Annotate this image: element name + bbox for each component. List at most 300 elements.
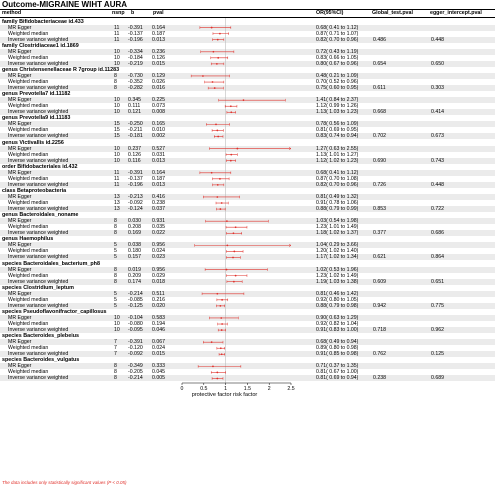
- or-cell: 0.90( 0.63 to 1.29): [316, 314, 359, 321]
- or-cell: 0.81( 0.46 to 1.42): [316, 290, 359, 297]
- group-label: genus Bacteroidales_noname: [2, 212, 79, 219]
- or-cell: 0.68( 0.41 to 1.12): [316, 24, 359, 31]
- egger-pval-cell: 0.775: [431, 302, 444, 309]
- pval-cell: 0.023: [152, 254, 165, 261]
- point-estimate: [221, 353, 223, 355]
- point-estimate: [221, 323, 223, 325]
- b-cell: -0.124: [128, 206, 143, 213]
- egger-pval-cell: 0.448: [431, 181, 444, 188]
- nsnp-cell: 8: [114, 278, 117, 285]
- b-cell: -0.282: [128, 85, 143, 92]
- pval-cell: 0.527: [152, 145, 165, 152]
- nsnp-cell: 10: [114, 327, 120, 334]
- b-cell: 0.180: [128, 248, 141, 255]
- nsnp-cell: 8: [114, 230, 117, 237]
- b-cell: -0.730: [128, 72, 143, 79]
- or-cell: 1.02( 0.53 to 1.96): [316, 266, 359, 273]
- or-cell: 1.20( 1.02 to 1.40): [316, 248, 359, 255]
- pval-cell: 0.194: [152, 321, 165, 327]
- pval-cell: 0.026: [152, 79, 165, 85]
- method-cell: MR Egger: [8, 242, 32, 249]
- method-cell: Weighted median: [8, 224, 49, 231]
- or-cell: 1.17( 1.02 to 1.34): [316, 254, 359, 261]
- pval-cell: 0.013: [152, 157, 165, 164]
- group-label: family Bifidobacteriaceae id.433: [2, 18, 84, 25]
- pval-cell: 0.016: [152, 85, 165, 92]
- nsnp-cell: 8: [114, 375, 117, 382]
- point-estimate: [230, 160, 232, 162]
- global-pval-cell: 0.718: [373, 327, 386, 334]
- nsnp-cell: 5: [114, 254, 117, 261]
- pval-cell: 0.165: [152, 121, 165, 128]
- method-cell: Inverse variance weighted: [8, 85, 69, 92]
- group-label: species Clostridium_leptum: [2, 284, 74, 291]
- x-tick-label: 2.5: [287, 386, 295, 392]
- pval-cell: 0.126: [152, 54, 165, 61]
- nsnp-cell: 11: [114, 36, 120, 43]
- method-cell: Weighted median: [8, 175, 49, 182]
- point-estimate: [233, 232, 235, 234]
- egger-pval-cell: 0.686: [431, 230, 444, 237]
- global-pval-cell: 0.377: [373, 230, 386, 237]
- pval-cell: 0.029: [152, 272, 165, 279]
- method-cell: Weighted median: [8, 151, 49, 158]
- header-b: b: [131, 10, 135, 16]
- global-pval-cell: 0.486: [373, 36, 386, 43]
- or-cell: 1.27( 0.63 to 2.55): [316, 145, 359, 152]
- pval-cell: 0.037: [152, 206, 165, 213]
- method-cell: Weighted median: [8, 272, 49, 279]
- pval-cell: 0.164: [152, 24, 165, 31]
- nsnp-cell: 15: [114, 133, 120, 140]
- nsnp-cell: 10: [114, 109, 120, 116]
- nsnp-cell: 8: [114, 363, 117, 370]
- pval-cell: 0.031: [152, 151, 165, 158]
- or-cell: 0.91( 0.83 to 1.00): [316, 327, 359, 334]
- pval-cell: 0.035: [152, 224, 165, 231]
- group-label: genus Victivallis id.2256: [2, 139, 64, 146]
- global-pval-cell: 0.238: [373, 375, 386, 382]
- point-estimate: [215, 123, 217, 125]
- pval-cell: 0.005: [152, 375, 165, 382]
- b-cell: 0.208: [128, 224, 141, 231]
- point-estimate: [212, 81, 214, 83]
- b-cell: -0.095: [128, 327, 143, 334]
- pval-cell: 0.022: [152, 230, 165, 237]
- pval-cell: 0.511: [152, 290, 165, 297]
- or-cell: 0.83( 0.66 to 1.05): [316, 54, 359, 61]
- group-label: species Bacteroides_plebeius: [2, 333, 80, 340]
- pval-cell: 0.024: [152, 248, 165, 255]
- point-estimate: [236, 148, 238, 150]
- point-estimate: [216, 378, 218, 380]
- point-estimate: [221, 329, 223, 331]
- method-cell: Inverse variance weighted: [8, 278, 69, 285]
- method-cell: Inverse variance weighted: [8, 327, 69, 334]
- method-cell: Weighted median: [8, 79, 49, 85]
- or-cell: 0.78( 0.56 to 1.09): [316, 121, 359, 128]
- nsnp-cell: 10: [114, 151, 120, 158]
- x-tick-label: 1.5: [243, 386, 252, 392]
- egger-pval-cell: 0.448: [431, 36, 444, 43]
- b-cell: -0.120: [128, 345, 143, 352]
- b-cell: 0.030: [128, 218, 141, 225]
- pval-cell: 0.046: [152, 327, 165, 334]
- pval-cell: 0.236: [152, 48, 165, 55]
- or-cell: 1.12( 1.02 to 1.23): [316, 157, 359, 164]
- or-cell: 0.92( 0.80 to 1.05): [316, 296, 359, 303]
- pval-cell: 0.931: [152, 218, 165, 225]
- or-cell: 1.13( 1.01 to 1.27): [316, 151, 359, 158]
- b-cell: -0.125: [128, 302, 143, 309]
- method-cell: MR Egger: [8, 218, 32, 225]
- egger-pval-cell: 0.673: [431, 133, 444, 140]
- or-cell: 0.82( 0.70 to 0.96): [316, 181, 359, 188]
- egger-pval-cell: 0.689: [431, 375, 444, 382]
- nsnp-cell: 10: [114, 314, 120, 321]
- global-pval-cell: 0.611: [373, 85, 386, 92]
- global-pval-cell: 0.942: [373, 302, 386, 309]
- pval-cell: 0.238: [152, 200, 165, 206]
- or-cell: 0.72( 0.43 to 1.19): [316, 48, 359, 55]
- point-estimate: [233, 281, 235, 283]
- b-cell: -0.391: [128, 24, 143, 31]
- method-cell: Inverse variance weighted: [8, 109, 69, 116]
- method-cell: Inverse variance weighted: [8, 181, 69, 188]
- or-cell: 0.81( 0.69 to 0.95): [316, 127, 359, 134]
- egger-pval-cell: 0.743: [431, 157, 444, 164]
- pval-cell: 0.067: [152, 339, 165, 346]
- point-estimate: [230, 105, 232, 107]
- method-cell: Weighted median: [8, 296, 49, 303]
- b-cell: -0.092: [128, 200, 143, 206]
- pval-cell: 0.187: [152, 30, 165, 37]
- nsnp-cell: 7: [114, 345, 117, 352]
- method-cell: Inverse variance weighted: [8, 375, 69, 382]
- x-tick-label: 1: [224, 386, 228, 392]
- header-global-test: Global_test.pval: [372, 10, 413, 16]
- nsnp-cell: 7: [114, 339, 117, 346]
- point-estimate: [243, 99, 245, 101]
- global-pval-cell: 0.668: [373, 109, 386, 116]
- global-pval-cell: 0.853: [373, 206, 386, 213]
- egger-pval-cell: 0.125: [431, 351, 444, 358]
- group-label: genus Christensenellaceae R 7group id.11283: [2, 66, 120, 73]
- b-cell: 0.174: [128, 278, 141, 285]
- pval-cell: 0.013: [152, 36, 165, 43]
- nsnp-cell: 13: [114, 206, 120, 213]
- b-cell: -0.334: [128, 48, 143, 55]
- point-estimate: [212, 51, 214, 53]
- nsnp-cell: 10: [114, 145, 120, 152]
- header-or: OR(95%CI): [316, 10, 344, 16]
- or-cell: 0.68( 0.49 to 0.94): [316, 339, 359, 346]
- or-cell: 0.87( 0.70 to 1.08): [316, 175, 359, 182]
- nsnp-cell: 11: [114, 169, 120, 176]
- axis-caption: protective factor risk factor: [191, 392, 258, 398]
- point-estimate: [226, 220, 228, 222]
- method-cell: Weighted median: [8, 369, 49, 376]
- nsnp-cell: 5: [114, 290, 117, 297]
- nsnp-cell: 10: [114, 321, 120, 327]
- or-cell: 0.82( 0.70 to 0.96): [316, 36, 359, 43]
- pval-cell: 0.956: [152, 266, 165, 273]
- b-cell: -0.137: [128, 30, 143, 37]
- method-cell: MR Egger: [8, 290, 32, 297]
- point-estimate: [216, 293, 218, 295]
- point-estimate: [217, 39, 219, 41]
- egger-pval-cell: 0.303: [431, 85, 444, 92]
- b-cell: -0.214: [128, 290, 143, 297]
- b-cell: 0.126: [128, 151, 141, 158]
- method-cell: Weighted median: [8, 54, 49, 61]
- nsnp-cell: 13: [114, 200, 120, 206]
- group-label: species Bacteroides_vulgatus: [2, 357, 80, 364]
- point-estimate: [202, 75, 204, 77]
- global-pval-cell: 0.702: [373, 133, 386, 140]
- method-cell: Inverse variance weighted: [8, 60, 69, 67]
- b-cell: -0.085: [128, 296, 143, 303]
- egger-pval-cell: 0.414: [431, 109, 444, 116]
- pval-cell: 0.013: [152, 181, 165, 188]
- pval-cell: 0.187: [152, 175, 165, 182]
- or-cell: 1.23( 1.02 to 1.49): [316, 272, 359, 279]
- pval-cell: 0.024: [152, 345, 165, 352]
- b-cell: -0.205: [128, 369, 143, 376]
- nsnp-cell: 8: [114, 72, 117, 79]
- b-cell: -0.219: [128, 60, 143, 67]
- or-cell: 0.71( 0.37 to 1.35): [316, 363, 359, 370]
- nsnp-cell: 5: [114, 296, 117, 303]
- nsnp-cell: 10: [114, 60, 120, 67]
- pval-cell: 0.583: [152, 314, 165, 321]
- pval-cell: 0.015: [152, 60, 165, 67]
- point-estimate: [233, 251, 235, 253]
- nsnp-cell: 13: [114, 193, 120, 200]
- method-cell: MR Egger: [8, 97, 32, 104]
- or-cell: 0.91( 0.78 to 1.06): [316, 200, 359, 206]
- method-cell: Inverse variance weighted: [8, 351, 69, 358]
- method-cell: Weighted median: [8, 200, 49, 206]
- x-tick-label: 0.5: [200, 386, 208, 392]
- global-pval-cell: 0.726: [373, 181, 386, 188]
- point-estimate: [220, 317, 222, 319]
- pval-cell: 0.002: [152, 133, 165, 140]
- header-egger-intercept: egger_intercept.pval: [430, 10, 482, 16]
- group-label: family Clostridiaceae1 id.1869: [2, 42, 79, 49]
- b-cell: 0.169: [128, 230, 141, 237]
- pval-cell: 0.416: [152, 193, 165, 200]
- method-cell: Inverse variance weighted: [8, 133, 69, 140]
- nsnp-cell: 10: [114, 157, 120, 164]
- method-cell: MR Egger: [8, 339, 32, 346]
- method-cell: MR Egger: [8, 314, 32, 321]
- method-cell: Inverse variance weighted: [8, 157, 69, 164]
- or-cell: 1.41( 0.84 to 2.37): [316, 97, 359, 104]
- method-cell: Inverse variance weighted: [8, 206, 69, 213]
- or-cell: 0.83( 0.74 to 0.94): [316, 133, 359, 140]
- nsnp-cell: 10: [114, 103, 120, 110]
- or-cell: 0.88( 0.79 to 0.99): [316, 206, 359, 213]
- b-cell: -0.181: [128, 133, 143, 140]
- global-pval-cell: 0.654: [373, 60, 386, 67]
- point-estimate: [221, 202, 223, 204]
- point-estimate: [214, 87, 216, 89]
- header-nsnp: nsnp: [112, 10, 125, 16]
- method-cell: Weighted median: [8, 248, 49, 255]
- method-cell: MR Egger: [8, 169, 32, 176]
- point-estimate: [217, 184, 219, 186]
- point-estimate: [219, 305, 221, 307]
- nsnp-cell: 10: [114, 97, 120, 104]
- or-cell: 1.04( 0.29 to 3.66): [316, 242, 359, 249]
- global-pval-cell: 0.762: [373, 351, 386, 358]
- group-label: class Betaproteobacteria: [2, 187, 67, 194]
- b-cell: -0.137: [128, 175, 143, 182]
- nsnp-cell: 8: [114, 369, 117, 376]
- nsnp-cell: 10: [114, 48, 120, 55]
- or-cell: 0.48( 0.21 to 1.09): [316, 72, 359, 79]
- nsnp-cell: 5: [114, 302, 117, 309]
- point-estimate: [230, 111, 232, 113]
- b-cell: 0.157: [128, 254, 141, 261]
- method-cell: MR Egger: [8, 24, 32, 31]
- nsnp-cell: 10: [114, 54, 120, 61]
- egger-pval-cell: 0.651: [431, 278, 444, 285]
- method-cell: MR Egger: [8, 72, 32, 79]
- nsnp-cell: 8: [114, 79, 117, 85]
- group-label: genus Prevotella9 id.11183: [2, 115, 71, 122]
- or-cell: 0.89( 0.80 to 0.98): [316, 345, 359, 352]
- header-pval: pval: [153, 10, 164, 16]
- method-cell: Weighted median: [8, 321, 49, 327]
- point-estimate: [219, 208, 221, 210]
- nsnp-cell: 5: [114, 242, 117, 249]
- pval-cell: 0.164: [152, 169, 165, 176]
- method-cell: Inverse variance weighted: [8, 254, 69, 261]
- x-tick-label: 2: [267, 386, 271, 392]
- nsnp-cell: 11: [114, 175, 120, 182]
- footnote: The data includes only statistically significant values (P < 0.05): [2, 480, 127, 485]
- b-cell: 0.111: [128, 103, 141, 110]
- point-estimate: [217, 57, 219, 59]
- b-cell: -0.104: [128, 314, 143, 321]
- pval-cell: 0.045: [152, 369, 165, 376]
- or-cell: 0.75( 0.60 to 0.95): [316, 85, 359, 92]
- point-estimate: [211, 27, 213, 29]
- b-cell: -0.214: [128, 375, 143, 382]
- or-cell: 0.88( 0.79 to 0.98): [316, 302, 359, 309]
- point-estimate: [211, 172, 213, 174]
- nsnp-cell: 8: [114, 272, 117, 279]
- method-cell: MR Egger: [8, 48, 32, 55]
- b-cell: -0.391: [128, 169, 143, 176]
- nsnp-cell: 8: [114, 218, 117, 225]
- nsnp-cell: 5: [114, 248, 117, 255]
- point-estimate: [219, 33, 221, 35]
- b-cell: -0.080: [128, 321, 143, 327]
- point-estimate: [220, 347, 222, 349]
- method-cell: MR Egger: [8, 193, 32, 200]
- pval-cell: 0.333: [152, 363, 165, 370]
- method-cell: Weighted median: [8, 103, 49, 110]
- global-pval-cell: 0.609: [373, 278, 386, 285]
- point-estimate: [232, 257, 234, 259]
- method-cell: Weighted median: [8, 30, 49, 37]
- point-estimate: [216, 196, 218, 198]
- pval-cell: 0.956: [152, 242, 165, 249]
- pval-cell: 0.015: [152, 351, 165, 358]
- b-cell: -0.352: [128, 79, 143, 85]
- method-cell: MR Egger: [8, 363, 32, 370]
- point-estimate: [217, 136, 219, 138]
- point-estimate: [216, 130, 218, 132]
- point-estimate: [216, 63, 218, 65]
- method-cell: Inverse variance weighted: [8, 36, 69, 43]
- group-label: species Bacteroidales_bacterium_ph8: [2, 260, 100, 267]
- or-cell: 1.23( 1.01 to 1.49): [316, 224, 359, 231]
- nsnp-cell: 11: [114, 181, 120, 188]
- or-cell: 0.87( 0.71 to 1.07): [316, 30, 359, 37]
- x-tick-label: 0: [180, 386, 184, 392]
- point-estimate: [212, 365, 214, 367]
- or-cell: 0.80( 0.67 to 0.96): [316, 60, 359, 67]
- point-estimate: [235, 226, 237, 228]
- or-cell: 0.68( 0.41 to 1.12): [316, 169, 359, 176]
- egger-pval-cell: 0.864: [431, 254, 444, 261]
- pval-cell: 0.008: [152, 109, 165, 116]
- figure-title: Outcome-MIGRAINE WIHT AURA: [2, 0, 128, 9]
- b-cell: -0.196: [128, 36, 143, 43]
- point-estimate: [216, 372, 218, 374]
- nsnp-cell: 15: [114, 127, 120, 134]
- point-estimate: [219, 178, 221, 180]
- or-cell: 0.70( 0.52 to 0.96): [316, 79, 359, 85]
- global-pval-cell: 0.621: [373, 254, 386, 261]
- b-cell: -0.250: [128, 121, 143, 128]
- method-cell: Weighted median: [8, 345, 49, 352]
- point-estimate: [226, 269, 228, 271]
- b-cell: 0.121: [128, 109, 141, 116]
- b-cell: -0.092: [128, 351, 143, 358]
- egger-pval-cell: 0.962: [431, 327, 444, 334]
- method-cell: Inverse variance weighted: [8, 302, 69, 309]
- method-cell: MR Egger: [8, 266, 32, 273]
- b-cell: 0.038: [128, 242, 141, 249]
- pval-cell: 0.073: [152, 103, 165, 110]
- egger-pval-cell: 0.722: [431, 206, 444, 213]
- nsnp-cell: 7: [114, 351, 117, 358]
- nsnp-cell: 11: [114, 30, 120, 37]
- b-cell: 0.019: [128, 266, 141, 273]
- or-cell: 1.13( 1.03 to 1.23): [316, 109, 359, 116]
- nsnp-cell: 8: [114, 224, 117, 231]
- nsnp-cell: 8: [114, 85, 117, 92]
- b-cell: -0.213: [128, 193, 143, 200]
- group-label: genus Haemophilus: [2, 236, 54, 243]
- pval-cell: 0.020: [152, 302, 165, 309]
- or-cell: 1.03( 0.54 to 1.98): [316, 218, 359, 225]
- or-cell: 0.81( 0.49 to 1.32): [316, 193, 359, 200]
- b-cell: -0.196: [128, 181, 143, 188]
- point-estimate: [221, 299, 223, 301]
- pval-cell: 0.216: [152, 296, 165, 303]
- b-cell: 0.116: [128, 157, 141, 164]
- pval-cell: 0.129: [152, 72, 165, 79]
- point-estimate: [235, 275, 237, 277]
- group-label: order Bifidobacteriales id.432: [2, 163, 78, 170]
- nsnp-cell: 8: [114, 266, 117, 273]
